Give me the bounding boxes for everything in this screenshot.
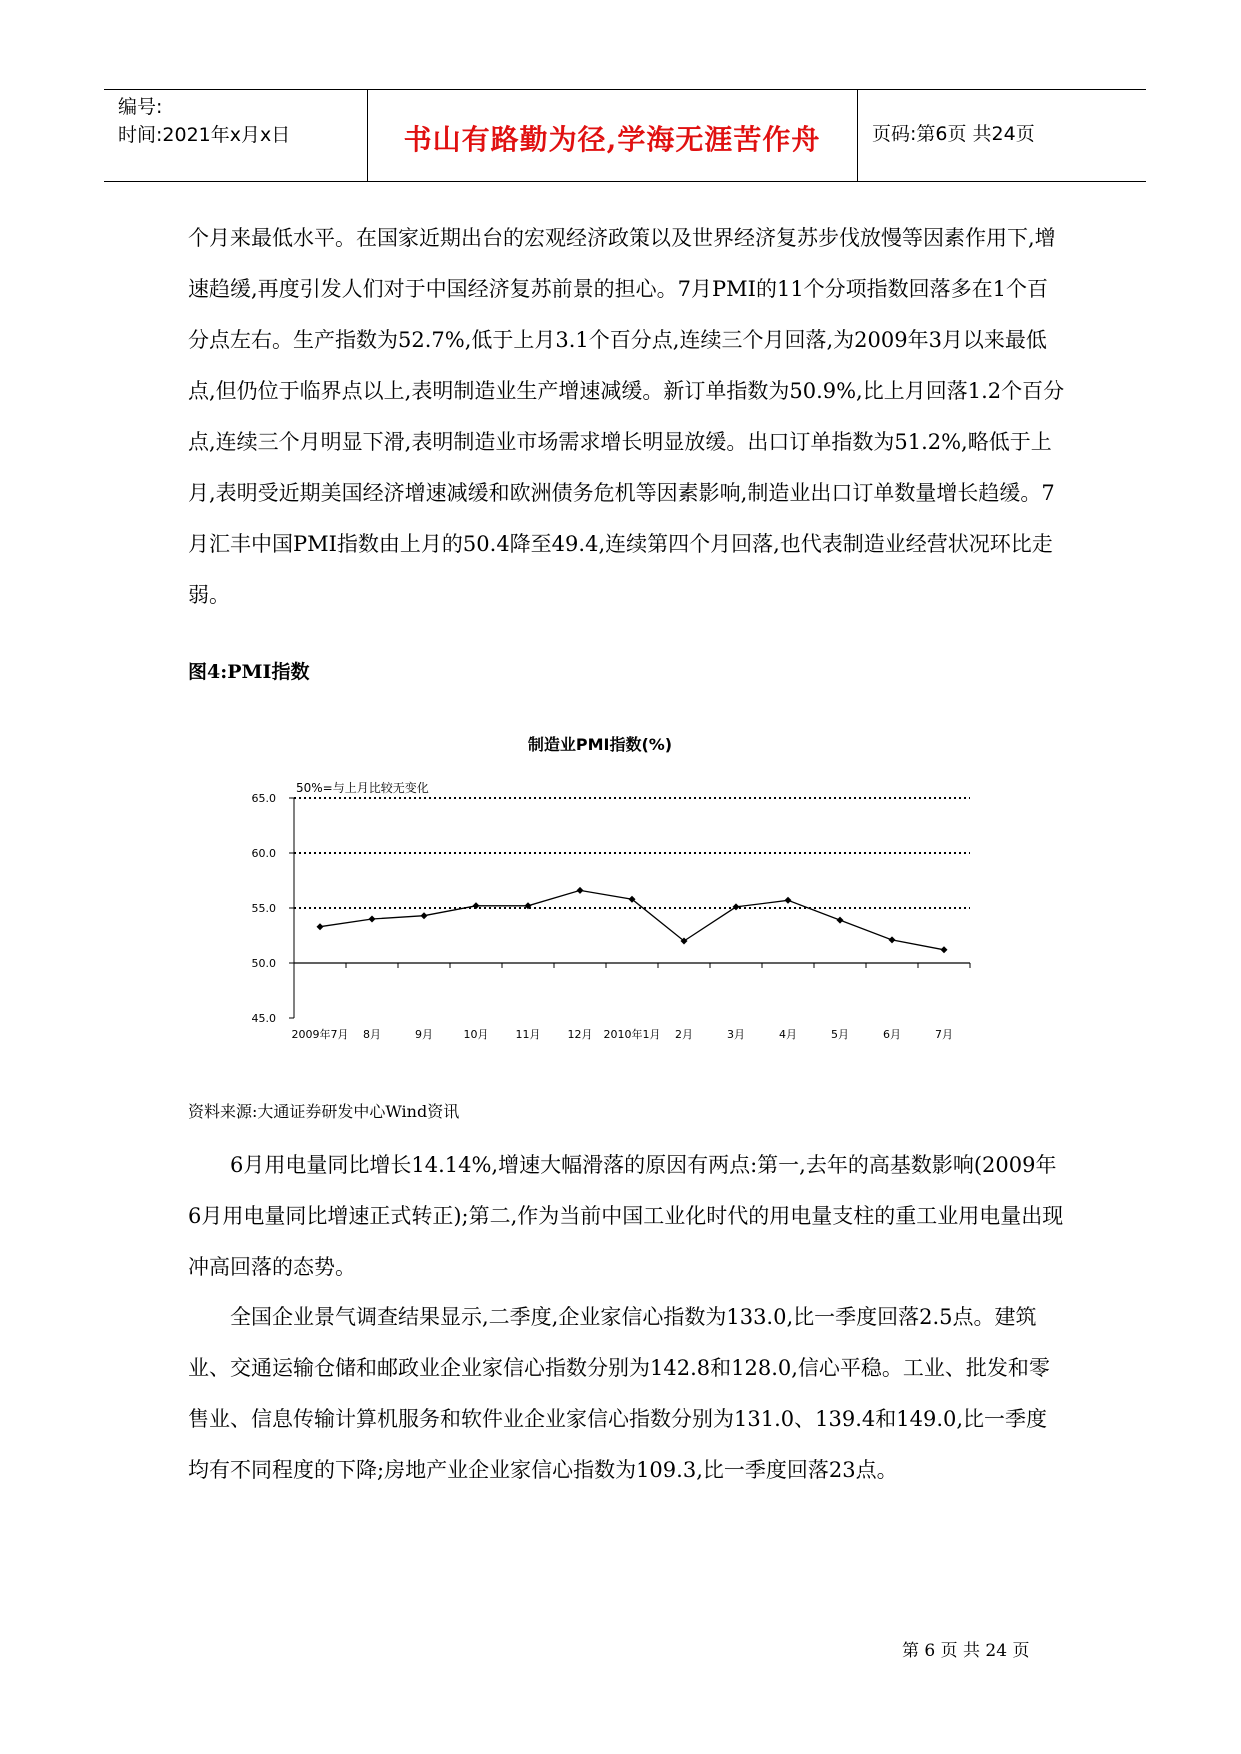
x-tick-label: 5月 bbox=[831, 1028, 849, 1041]
source-note: 资料来源:大通证券研发中心Wind资讯 bbox=[188, 1102, 460, 1121]
data-point bbox=[941, 946, 948, 953]
y-tick-label: 65.0 bbox=[251, 792, 276, 805]
body-paragraph: 全国企业景气调查结果显示,二季度,企业家信心指数为133.0,比一季度回落2.5点。建筑业、交通运输仓储和邮政业企业家信心指数分别为142.8和128.0,信心平稳。工业、批发和零售业、信息传输计算机服务和软件业企业家信心指数分别为131.0、139.4和149.0,比一季度均有不同程度的下降;房地产业企业家信心指数为109.3,比一季度回落23点。 bbox=[188, 1305, 1050, 1482]
header-page-number: 页码:第6页 共24页 bbox=[872, 123, 1035, 145]
x-tick-label: 11月 bbox=[515, 1028, 541, 1041]
x-tick-label: 2010年1月 bbox=[603, 1028, 661, 1041]
header-bottom-rule bbox=[104, 181, 1146, 182]
y-tick-label: 60.0 bbox=[251, 847, 276, 860]
x-tick-label: 7月 bbox=[935, 1028, 953, 1041]
footer-page-number: 第 6 页 共 24 页 bbox=[902, 1641, 1030, 1661]
header-divider-right bbox=[857, 89, 858, 182]
x-tick-label: 2009年7月 bbox=[291, 1028, 349, 1041]
x-tick-label: 9月 bbox=[415, 1028, 433, 1041]
chart-plot-area bbox=[252, 792, 971, 1041]
data-point bbox=[317, 923, 324, 930]
document-time: 时间:2021年x月x日 bbox=[118, 124, 291, 146]
pmi-chart bbox=[230, 720, 990, 1050]
x-tick-label: 3月 bbox=[727, 1028, 745, 1041]
x-tick-label: 6月 bbox=[883, 1028, 901, 1041]
data-point bbox=[369, 916, 376, 923]
data-point bbox=[889, 936, 896, 943]
data-point bbox=[733, 903, 740, 910]
header-motto: 书山有路勤为径,学海无涯苦作舟 bbox=[403, 123, 821, 156]
x-tick-label: 12月 bbox=[567, 1028, 593, 1041]
chart-annotation: 50%=与上月比较无变化 bbox=[296, 781, 429, 795]
figure-caption: 图4:PMI指数 bbox=[188, 661, 310, 683]
body-paragraph: 6月用电量同比增长14.14%,增速大幅滑落的原因有两点:第一,去年的高基数影响(2009年6月用电量同比增速正式转正);第二,作为当前中国工业化时代的用电量支柱的重工业用电量出现冲高回落的态势。 bbox=[188, 1153, 1064, 1279]
body-paragraph: 个月来最低水平。在国家近期出台的宏观经济政策以及世界经济复苏步伐放慢等因素作用下,增速趋缓,再度引发人们对于中国经济复苏前景的担心。7月PMI的11个分项指数回落多在1个百分点左右。生产指数为52.7%,低于上月3.1个百分点,连续三个月回落,为2009年3月以来最低点,但仍位于临界点以上,表明制造业生产增速减缓。新订单指数为50.9%,比上月回落1.2个百分点,连续三个月明显下滑,表明制造业市场需求增长明显放缓。出口订单指数为51.2%,略低于上月,表明受近期美国经济增速减缓和欧洲债务危机等因素影响,制造业出口订单数量增长趋缓。7月汇丰中国PMI指数由上月的50.4降至49.4,连续第四个月回落,也代表制造业经营状况环比走弱。 bbox=[188, 226, 1065, 607]
data-point bbox=[421, 912, 428, 919]
x-tick-label: 4月 bbox=[779, 1028, 797, 1041]
x-tick-label: 8月 bbox=[363, 1028, 381, 1041]
data-point bbox=[473, 902, 480, 909]
data-point bbox=[785, 897, 792, 904]
header-meta bbox=[118, 93, 290, 149]
x-tick-label: 2月 bbox=[675, 1028, 693, 1041]
chart-title: 制造业PMI指数(%) bbox=[527, 735, 673, 754]
y-tick-label: 55.0 bbox=[251, 902, 276, 915]
data-point bbox=[577, 887, 584, 894]
data-point bbox=[837, 917, 844, 924]
header-top-rule bbox=[104, 89, 1146, 90]
x-tick-label: 10月 bbox=[463, 1028, 489, 1041]
y-tick-label: 45.0 bbox=[251, 1012, 276, 1025]
y-tick-label: 50.0 bbox=[251, 957, 276, 970]
document-number: 编号: bbox=[118, 96, 163, 118]
